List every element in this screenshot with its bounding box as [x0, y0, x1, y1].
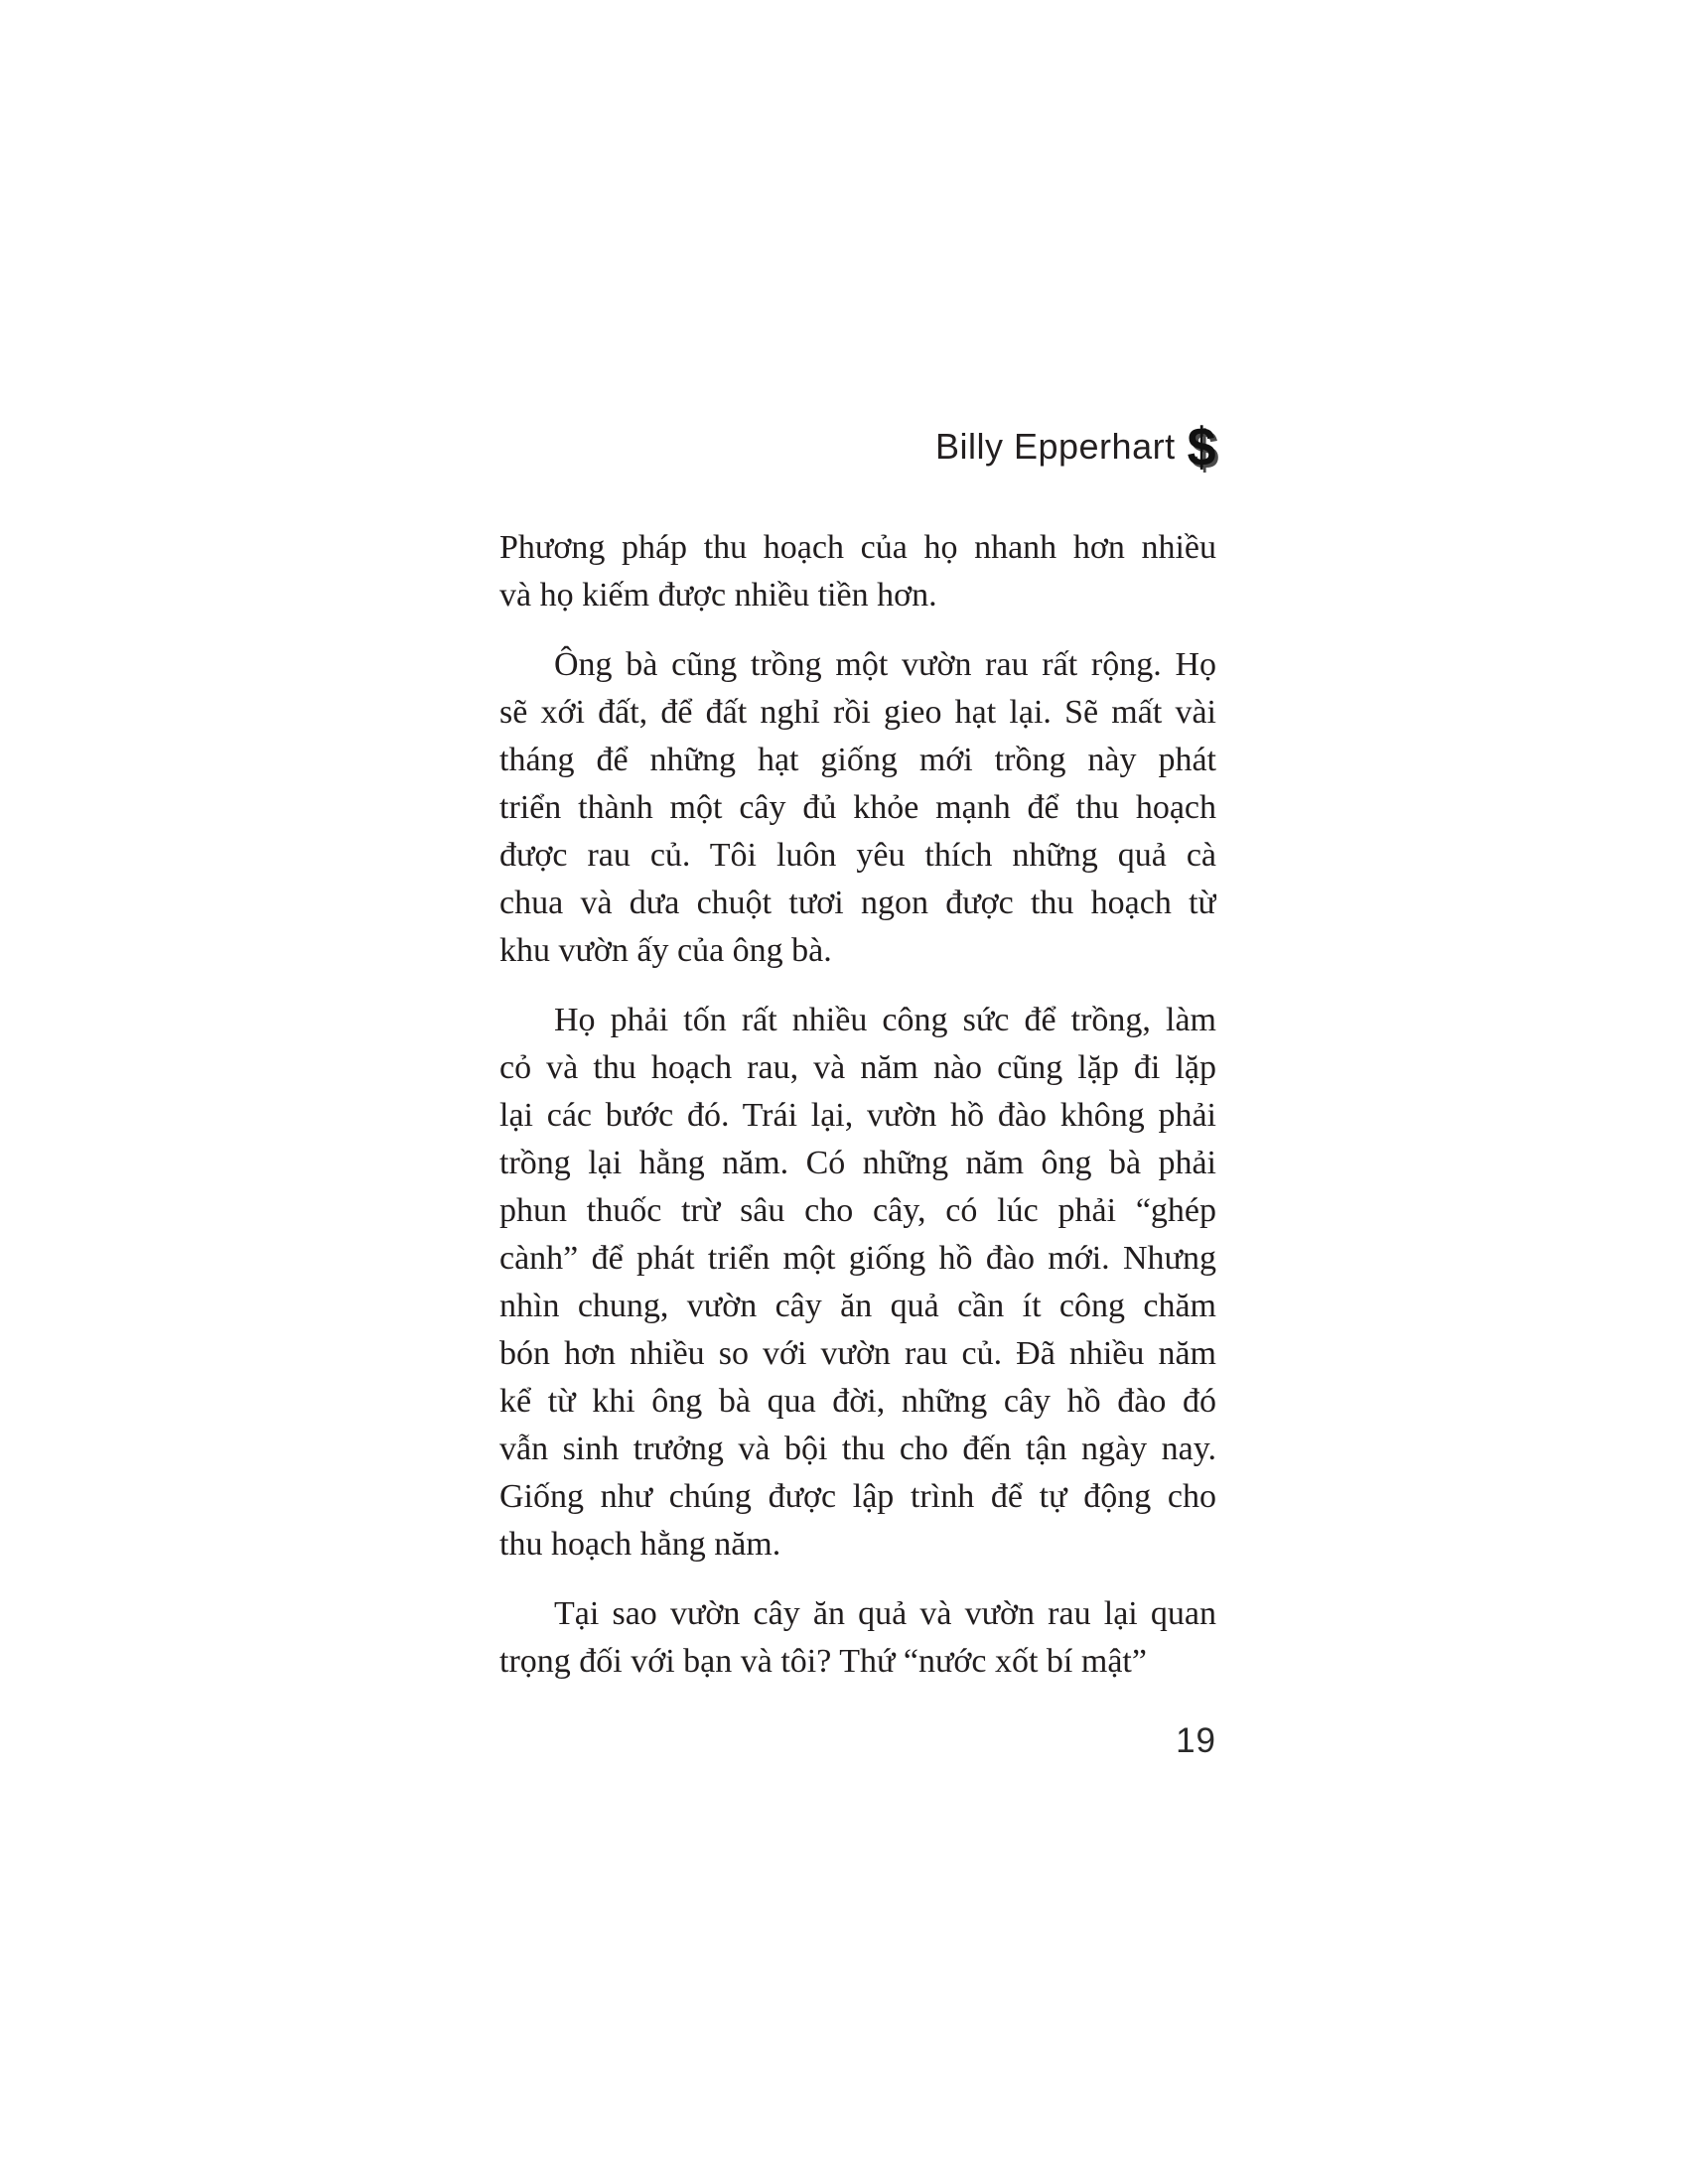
paragraph	[499, 524, 1216, 619]
text-line: trọng đối với bạn và tôi? Thứ “nước xốt bí mật”	[499, 1643, 1147, 1680]
text-line: trồng lại hằng năm. Có những năm ông bà phải	[499, 1145, 1216, 1181]
text-line: Phương pháp thu hoạch của họ nhanh hơn nhiều	[499, 529, 1216, 566]
text-line: nhìn chung, vườn cây ăn quả cần ít công chăm	[499, 1288, 1216, 1324]
text-line: cành” để phát triển một giống hồ đào mới. Nhưng	[499, 1240, 1216, 1277]
text-line: sẽ xới đất, để đất nghỉ rồi gieo hạt lại. Sẽ mất vài	[499, 694, 1216, 731]
text-line: phun thuốc trừ sâu cho cây, có lúc phải “ghép	[499, 1192, 1216, 1229]
body-text	[499, 524, 1216, 1686]
paragraph	[499, 997, 1216, 1569]
text-line: bón hơn nhiều so với vườn rau củ. Đã nhiều năm	[499, 1335, 1216, 1372]
text-line: kể từ khi ông bà qua đời, những cây hồ đào đó	[499, 1383, 1216, 1420]
author-name: Billy Epperhart	[934, 426, 1176, 467]
paragraph	[499, 1590, 1216, 1686]
text-line: được rau củ. Tôi luôn yêu thích những quả cà	[499, 837, 1216, 874]
text-line: chua và dưa chuột tươi ngon được thu hoạch từ	[499, 885, 1216, 921]
running-header	[499, 417, 1216, 478]
paragraph	[499, 641, 1216, 975]
text-line: lại các bước đó. Trái lại, vườn hồ đào không phải	[499, 1097, 1216, 1134]
text-line: và họ kiếm được nhiều tiền hơn.	[499, 577, 937, 614]
text-line: cỏ và thu hoạch rau, và năm nào cũng lặp đi lặp	[499, 1049, 1216, 1086]
text-line: Giống như chúng được lập trình để tự động cho	[499, 1478, 1216, 1515]
text-line: Ông bà cũng trồng một vườn rau rất rộng. Họ	[554, 646, 1216, 683]
text-line: vẫn sinh trưởng và bội thu cho đến tận ngày nay.	[499, 1431, 1216, 1467]
text-line: thu hoạch hằng năm.	[499, 1526, 781, 1563]
text-column	[499, 417, 1216, 1761]
dollar-sign-logo-icon: $	[1187, 417, 1216, 478]
text-line: tháng để những hạt giống mới trồng này phát	[499, 742, 1216, 778]
text-line: Họ phải tốn rất nhiều công sức để trồng, làm	[554, 1002, 1216, 1038]
text-line: triển thành một cây đủ khỏe mạnh để thu hoạch	[499, 789, 1216, 826]
text-line: Tại sao vườn cây ăn quả và vườn rau lại quan	[554, 1595, 1216, 1632]
text-line: khu vườn ấy của ông bà.	[499, 932, 832, 969]
page-number: 19	[1176, 1721, 1216, 1760]
